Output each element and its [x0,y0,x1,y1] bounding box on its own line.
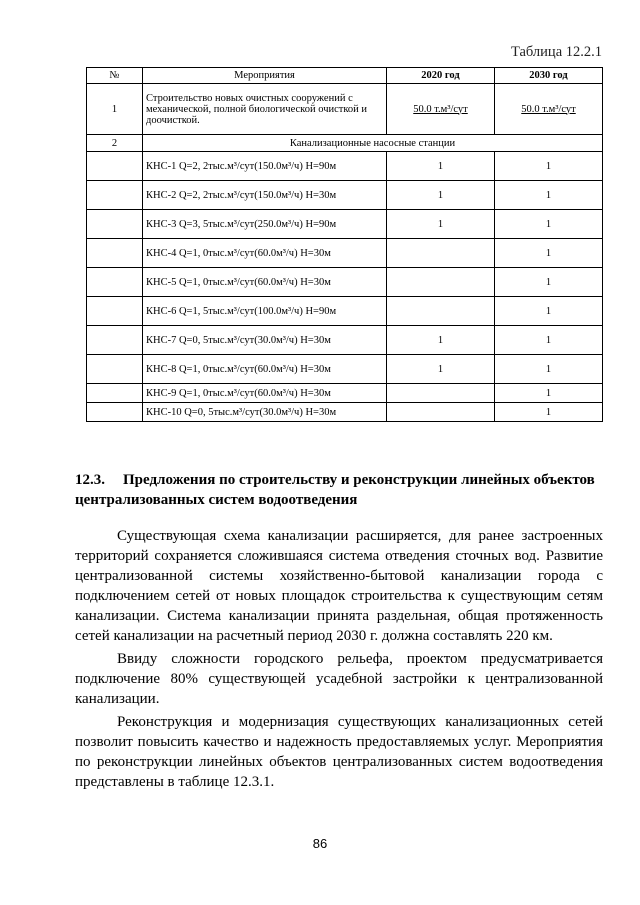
kns-2030-value: 1 [495,152,603,181]
kns-2020-value [387,297,495,326]
section-title: Предложения по строительству и реконструкции линейных объектов централизованных систем водоотведения [75,472,595,508]
kns-2020-value: 1 [387,355,495,384]
header-2020: 2020 год [387,68,495,84]
kns-name: КНС-6 Q=1, 5тыс.м³/сут(100.0м³/ч) Н=90м [143,297,387,326]
header-2030: 2030 год [495,68,603,84]
kns-2030-value: 1 [495,268,603,297]
paragraph: Ввиду сложности городского рельефа, проектом предусматривается подключение 80% существующей усадебной застройки к централизованной канализации. [75,651,603,707]
kns-2030-value: 1 [495,326,603,355]
kns-2020-value: 1 [387,181,495,210]
kns-2020-value: 1 [387,210,495,239]
row-num: 2 [87,135,143,152]
kns-2020-value: 1 [387,152,495,181]
row-num [87,355,143,384]
kns-name: КНС-5 Q=1, 0тыс.м³/сут(60.0м³/ч) Н=30м [143,268,387,297]
row-num: 1 [87,84,143,135]
row-num [87,268,143,297]
kns-name: КНС-4 Q=1, 0тыс.м³/сут(60.0м³/ч) Н=30м [143,239,387,268]
header-measures: Мероприятия [143,68,387,84]
kns-name: КНС-9 Q=1, 0тыс.м³/сут(60.0м³/ч) Н=30м [143,384,387,403]
row-num [87,384,143,403]
page-number: 86 [312,836,328,851]
table-header-row [87,68,603,84]
kns-name: КНС-10 Q=0, 5тыс.м³/сут(30.0м³/ч) Н=30м [143,403,387,422]
kns-2020-value [387,239,495,268]
table-row [87,135,603,152]
table-row [87,210,603,239]
row-num [87,403,143,422]
kns-name: КНС-1 Q=2, 2тыс.м³/сут(150.0м³/ч) Н=90м [143,152,387,181]
body-text [75,526,603,795]
kns-name: КНС-8 Q=1, 0тыс.м³/сут(60.0м³/ч) Н=30м [143,355,387,384]
kns-name: КНС-2 Q=2, 2тыс.м³/сут(150.0м³/ч) Н=30м [143,181,387,210]
row-2030-value: 50.0 т.м³/сут [495,84,603,135]
table-row [87,326,603,355]
table-row [87,268,603,297]
kns-2020-value: 1 [387,326,495,355]
table-row [87,152,603,181]
row-num [87,152,143,181]
kns-2030-value: 1 [495,181,603,210]
row-text: Строительство новых очистных сооружений с механической, полной биологической очисткой и доочисткой. [143,84,387,135]
table-row [87,84,603,135]
kns-name: КНС-7 Q=0, 5тыс.м³/сут(30.0м³/ч) Н=30м [143,326,387,355]
kns-2030-value: 1 [495,403,603,422]
row-num [87,297,143,326]
row-2020-value: 50.0 т.м³/сут [387,84,495,135]
section-number: 12.3. [75,472,105,488]
table-row [87,384,603,403]
paragraph: Существующая схема канализации расширяется, для ранее застроенных территорий сохраняется сложившаяся система отведения сточных вод. Развитие централизованной системы хозяйственно-бытовой канализации города с подключением сетей от новых площадок строительства к существующим сетям канализации. Система канализации принята раздельная, общая протяженность сетей канализации на расчетный период 2030 г. должна составлять 220 км. [75,528,603,644]
table-row [87,181,603,210]
table-caption: Таблица 12.2.1 [510,44,602,60]
kns-2020-value [387,403,495,422]
row-num [87,181,143,210]
section-heading [75,470,603,510]
paragraph: Реконструкция и модернизация существующих канализационных сетей позволит повысить качество и надежность предоставляемых услуг. Мероприятия по реконструкции линейных объектов централизованных систем водоотведения представлены в таблице 12.3.1. [75,714,603,790]
measures-table [86,67,603,422]
kns-2030-value: 1 [495,297,603,326]
table-row [87,297,603,326]
kns-name: КНС-3 Q=3, 5тыс.м³/сут(250.0м³/ч) Н=90м [143,210,387,239]
header-num: № [87,68,143,84]
kns-2020-value [387,384,495,403]
row-num [87,210,143,239]
table-row [87,403,603,422]
kns-2020-value [387,268,495,297]
kns-2030-value: 1 [495,355,603,384]
table-row [87,355,603,384]
row-num [87,326,143,355]
table-row [87,239,603,268]
kns-2030-value: 1 [495,210,603,239]
row-num [87,239,143,268]
row-group-title: Канализационные насосные станции [143,135,603,152]
kns-2030-value: 1 [495,384,603,403]
kns-2030-value: 1 [495,239,603,268]
